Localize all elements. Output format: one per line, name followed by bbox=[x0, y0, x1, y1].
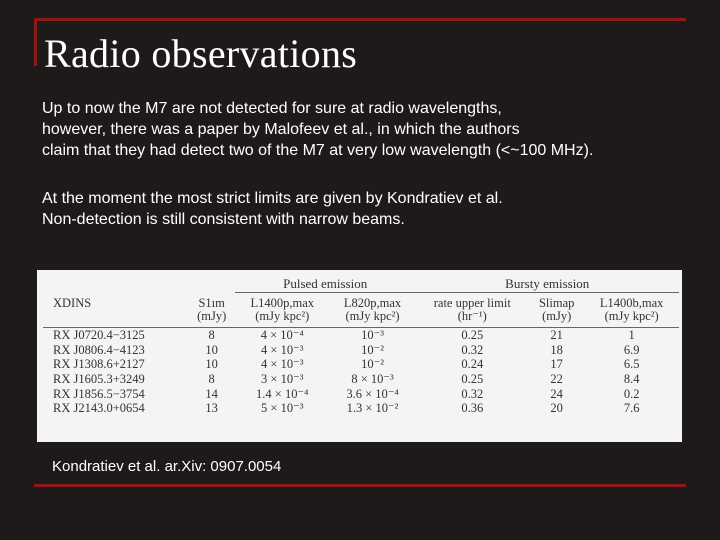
data-table-image bbox=[37, 270, 682, 442]
paragraph-limits bbox=[42, 188, 503, 230]
paragraph-line: At the moment the most strict limits are given by Kondratiev et al. bbox=[42, 190, 503, 207]
column-header: S1ım (mJy) bbox=[188, 293, 234, 328]
table-caption: Kondratiev et al. ar.Xiv: 0907.0054 bbox=[52, 458, 282, 475]
slide-title: Radio observations bbox=[44, 31, 358, 76]
column-header: L1400b,max (mJy kpc²) bbox=[584, 293, 679, 328]
column-header: XDINS bbox=[43, 293, 188, 328]
paragraph-line: claim that they had detect two of the M7 at very low wavelength (<~100 MHz). bbox=[42, 142, 594, 159]
table-row: RX J1856.5−3754 14 1.4 × 10⁻⁴ 3.6 × 10⁻⁴ 0.32 24 0.2 bbox=[53, 386, 640, 401]
paragraph-line: however, there was a paper by Malofeev et al., in which the authors bbox=[42, 121, 520, 138]
accent-bottom-line bbox=[34, 484, 686, 487]
column-header: Slimap (mJy) bbox=[529, 293, 584, 328]
table-row: RX J1308.6+2127 10 4 × 10⁻³ 10⁻² 0.24 17 6.5 bbox=[53, 357, 640, 372]
table-row: RX J0720.4−3125 8 4 × 10⁻⁴ 10⁻³ 0.25 21 1 bbox=[53, 328, 635, 343]
table-row: RX J1605.3+3249 8 3 × 10⁻³ 8 × 10⁻³ 0.25 22 8.4 bbox=[53, 372, 640, 387]
accent-vertical-line bbox=[34, 18, 37, 66]
paragraph-line: Up to now the M7 are not detected for sure at radio wavelengths, bbox=[42, 100, 502, 117]
accent-top-line bbox=[34, 18, 686, 21]
column-header: rate upper limit (hr⁻¹) bbox=[415, 293, 529, 328]
data-table bbox=[43, 276, 679, 416]
table-row: RX J0806.4−4123 10 4 × 10⁻³ 10⁻² 0.32 18 6.9 bbox=[53, 342, 640, 357]
paragraph-line: Non-detection is still consistent with narrow beams. bbox=[42, 211, 405, 228]
group-header-pulsed: Pulsed emission bbox=[235, 276, 416, 293]
column-header: L1400p,max (mJy kpc²) bbox=[235, 293, 330, 328]
paragraph-intro bbox=[42, 98, 593, 161]
column-header: L820p,max (mJy kpc²) bbox=[330, 293, 416, 328]
group-header-bursty: Bursty emission bbox=[415, 276, 679, 293]
table-row: RX J2143.0+0654 13 5 × 10⁻³ 1.3 × 10⁻² 0.36 20 7.6 bbox=[53, 401, 640, 416]
